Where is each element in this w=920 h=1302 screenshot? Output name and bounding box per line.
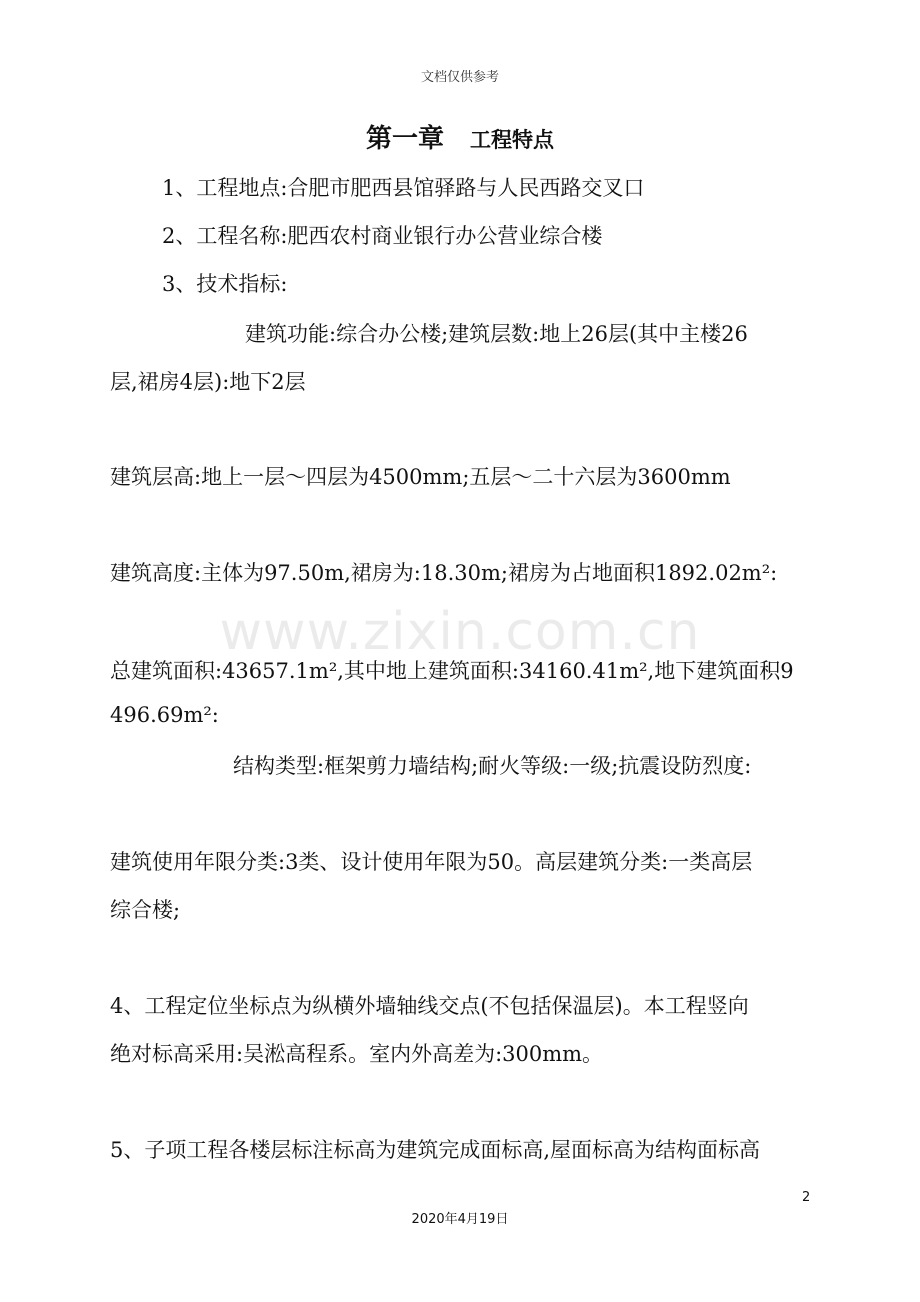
paragraph-service-life: 建筑使用年限分类:3类、设计使用年限为50。高层建筑分类:一类高层	[110, 850, 753, 874]
paragraph-project-location: 1、工程地点:合肥市肥西县馆驿路与人民西路交叉口	[162, 176, 645, 200]
chapter-subtitle: 工程特点	[470, 128, 554, 152]
footer-date: 2020年4月19日	[411, 1212, 509, 1227]
paragraph-positioning: 4、工程定位坐标点为纵横外墙轴线交点(不包括保温层)。本工程竖向	[110, 994, 749, 1018]
paragraph-building-height: 建筑高度:主体为97.50m,裙房为:18.30m;裙房为占地面积1892.02m²:	[110, 561, 778, 585]
paragraph-project-name: 2、工程名称:肥西农村商业银行办公营业综合楼	[162, 224, 603, 248]
paragraph-service-life-cont: 综合楼;	[110, 898, 181, 922]
paragraph-total-area-cont: 496.69m²:	[110, 703, 219, 727]
paragraph-building-function: 建筑功能:综合办公楼;建筑层数:地上26层(其中主楼26	[245, 322, 748, 346]
paragraph-positioning-cont: 绝对标高采用:吴淞高程系。室内外高差为:300mm。	[110, 1042, 604, 1066]
watermark: www.zixin.com.cn	[219, 602, 701, 662]
chapter-number: 第一章	[365, 124, 444, 154]
paragraph-structure-type: 结构类型:框架剪力墙结构;耐火等级:一级;抗震设防烈度:	[233, 754, 752, 778]
paragraph-floor-height: 建筑层高:地上一层～四层为4500mm;五层～二十六层为3600mm	[110, 465, 731, 489]
paragraph-technical-indicators: 3、技术指标:	[162, 272, 288, 296]
page-header: 文档仅供参考	[420, 70, 499, 85]
page-number: 2	[802, 1190, 811, 1205]
chapter-title	[0, 118, 920, 155]
paragraph-building-function-cont: 层,裙房4层):地下2层	[110, 370, 306, 394]
paragraph-total-area: 总建筑面积:43657.1m²,其中地上建筑面积:34160.41m²,地下建筑面积9	[110, 659, 794, 683]
paragraph-elevation: 5、子项工程各楼层标注标高为建筑完成面标高,屋面标高为结构面标高	[110, 1138, 761, 1162]
